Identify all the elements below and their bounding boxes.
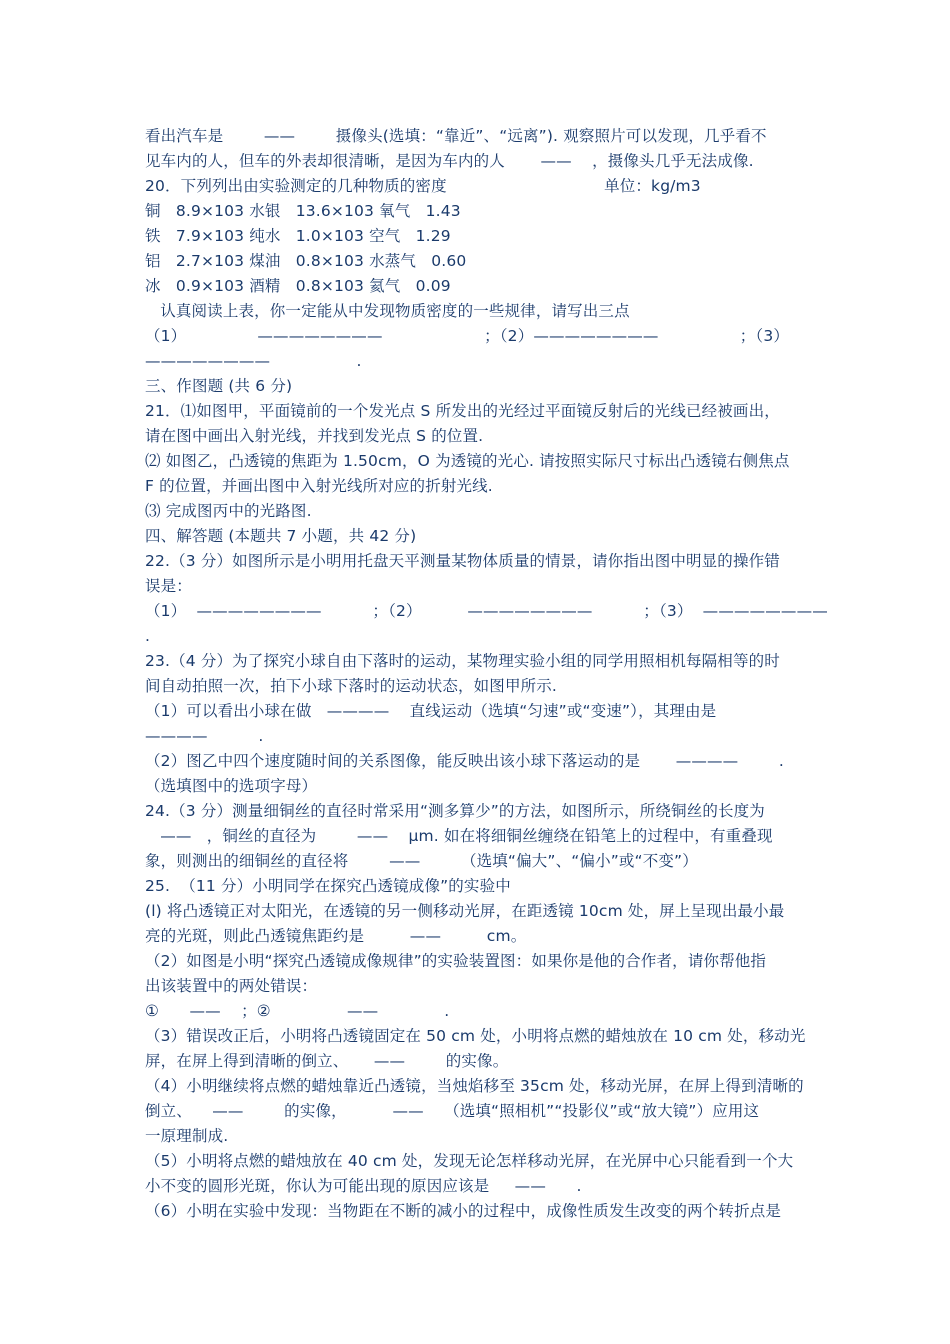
text-line: 倒立、 —— 的实像， —— （选填“照相机”“投影仪”或“放大镜”）应用这 xyxy=(145,1102,760,1120)
text-line: （1）可以看出小球在做 ———— 直线运动（选填“匀速”或“变速”），其理由是 xyxy=(145,702,717,720)
answer-blanks-line: . xyxy=(145,627,151,645)
text-line: 看出汽车是 —— 摄像头(选填：“靠近”、“远离”). 观察照片可以发现，几乎看不 xyxy=(145,127,767,145)
text-line: 24.（3 分）测量细铜丝的直径时常采用“测多算少”的方法，如图所示，所绕铜丝的长度为 xyxy=(145,802,765,820)
text-line: （2）图乙中四个速度随时间的关系图像，能反映出该小球下落运动的是 ———— . xyxy=(145,752,784,770)
text-line: 认真阅读上表，你一定能从中发现物质密度的一些规律，请写出三点 xyxy=(145,302,630,320)
density-row: 铝 2.7×103 煤油 0.8×103 水蒸气 0.60 xyxy=(145,252,467,270)
text-line: （6）小明在实验中发现：当物距在不断的减小的过程中，成像性质发生改变的两个转折点是 xyxy=(145,1202,782,1220)
answer-blanks-line: （1） ———————— ；（2）———————— ；（3） xyxy=(145,327,789,345)
text-line: 见车内的人，但车的外表却很清晰，是因为车内的人 —— ，摄像头几乎无法成像. xyxy=(145,152,754,170)
text-line: 21．⑴如图甲，平面镜前的一个发光点 S 所发出的光经过平面镜反射后的光线已经被画出， xyxy=(145,402,780,420)
answer-blanks-line: ———————— . xyxy=(145,352,362,370)
text-line: （选填图中的选项字母） xyxy=(145,777,318,795)
density-row: 铜 8.9×103 水银 13.6×103 氧气 1.43 xyxy=(145,202,461,220)
text-line: （4）小明继续将点燃的蜡烛靠近凸透镜，当烛焰移至 35cm 处，移动光屏，在屏上得到清晰的 xyxy=(145,1077,804,1095)
text-line: 出该装置中的两处错误： xyxy=(145,977,318,995)
text-line: ⑵ 如图乙，凸透镜的焦距为 1.50cm，O 为透镜的光心. 请按照实际尺寸标出凸透镜右侧焦点 xyxy=(145,452,790,470)
text-line: 25. （11 分）小明同学在探究凸透镜成像”的实验中 xyxy=(145,877,511,895)
text-line: 屏，在屏上得到清晰的倒立、 —— 的实像。 xyxy=(145,1052,509,1070)
text-line: —— ，铜丝的直径为 —— μm. 如在将细铜丝缠绕在铅笔上的过程中，有重叠现 xyxy=(145,827,773,845)
density-row: 冰 0.9×103 酒精 0.8×103 氦气 0.09 xyxy=(145,277,451,295)
text-line: 23.（4 分）为了探究小球自由下落时的运动，某物理实验小组的同学用照相机每隔相等的时 xyxy=(145,652,780,670)
text-line: 20．下列列出由实验测定的几种物质的密度 单位：kg/m3 xyxy=(145,177,701,195)
text-line: 象，则测出的细铜丝的直径将 —— （选填“偏大”、“偏小”或“不变”） xyxy=(145,852,698,870)
answer-blanks-line: （1） ———————— ；（2） ———————— ；（3） ———————— xyxy=(145,602,828,620)
text-line: 误是： xyxy=(145,577,192,595)
section-heading: 四、解答题 (本题共 7 小题，共 42 分) xyxy=(145,527,417,545)
text-line: 间自动拍照一次，拍下小球下落时的运动状态，如图甲所示. xyxy=(145,677,557,695)
text-line: F 的位置，并画出图中入射光线所对应的折射光线. xyxy=(145,477,493,495)
text-line: 请在图中画出入射光线，并找到发光点 S 的位置. xyxy=(145,427,484,445)
text-line: 小不变的圆形光斑，你认为可能出现的原因应该是 —— . xyxy=(145,1177,582,1195)
text-line: (l) 将凸透镜正对太阳光，在透镜的另一侧移动光屏，在距透镜 10cm 处，屏上呈现出最小最 xyxy=(145,902,785,920)
answer-blanks-line: ———— . xyxy=(145,727,264,745)
text-line: （5）小明将点燃的蜡烛放在 40 cm 处，发现无论怎样移动光屏，在光屏中心只能看到一个大 xyxy=(145,1152,794,1170)
text-line: ⑶ 完成图丙中的光路图. xyxy=(145,502,312,520)
text-line: 亮的光斑，则此凸透镜焦距约是 —— cm。 xyxy=(145,927,527,945)
answer-blanks-line: ① —— ；② —— . xyxy=(145,1002,450,1020)
density-row: 铁 7.9×103 纯水 1.0×103 空气 1.29 xyxy=(145,227,451,245)
section-heading: 三、作图题 (共 6 分) xyxy=(145,377,293,395)
text-line: 一原理制成. xyxy=(145,1127,229,1145)
text-line: 22.（3 分）如图所示是小明用托盘天平测量某物体质量的情景，请你指出图中明显的操作错 xyxy=(145,552,780,570)
text-line: （3）错误改正后，小明将凸透镜固定在 50 cm 处，小明将点燃的蜡烛放在 10 cm 处，移动光 xyxy=(145,1027,806,1045)
text-line: （2）如图是小明“探究凸透镜成像规律”的实验装置图：如果你是他的合作者，请你帮他指 xyxy=(145,952,767,970)
